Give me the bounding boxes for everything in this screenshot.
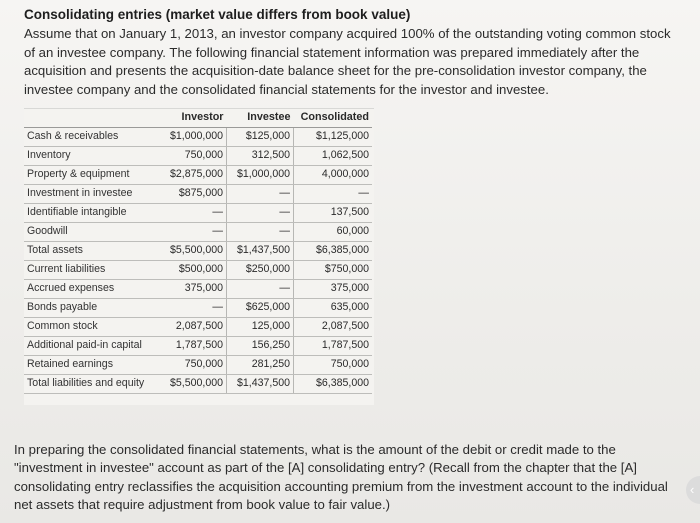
table-header-row xyxy=(24,109,372,128)
investor-value: $2,875,000 xyxy=(152,166,227,185)
consolidated-value: $6,385,000 xyxy=(294,242,373,261)
investor-value: — xyxy=(152,299,227,318)
row-label: Accrued expenses xyxy=(24,280,152,299)
consolidated-value: 1,062,500 xyxy=(294,147,373,166)
table-row xyxy=(24,242,372,261)
row-label: Total liabilities and equity xyxy=(24,375,152,394)
row-label: Common stock xyxy=(24,318,152,337)
row-label: Current liabilities xyxy=(24,261,152,280)
investee-value: $1,437,500 xyxy=(227,242,294,261)
row-label: Retained earnings xyxy=(24,356,152,375)
investee-value: $625,000 xyxy=(227,299,294,318)
consolidated-value: 750,000 xyxy=(294,356,373,375)
header-label xyxy=(24,109,152,128)
consolidated-value: 375,000 xyxy=(294,280,373,299)
table-row xyxy=(24,299,372,318)
investor-value: — xyxy=(152,204,227,223)
balance-sheet-table-container xyxy=(24,108,374,405)
row-label: Bonds payable xyxy=(24,299,152,318)
table-row xyxy=(24,204,372,223)
investee-value: — xyxy=(227,204,294,223)
investee-value: — xyxy=(227,185,294,204)
chevron-left-icon: ‹ xyxy=(690,482,695,497)
table-row xyxy=(24,185,372,204)
table-row xyxy=(24,280,372,299)
question-text: In preparing the consolidated financial statements, what is the amount of the debit or credit made to the "investment in investee" account as part of the [A] consolidating entry? (Recall from the chapter that the [A] consolidating entry reclassifies the acquisition accounting premium from the investment account to the individual net assets that require adjustment from book value to fair value.) xyxy=(14,442,668,513)
investor-value: 750,000 xyxy=(152,356,227,375)
consolidated-value: 635,000 xyxy=(294,299,373,318)
row-label: Property & equipment xyxy=(24,166,152,185)
table-row xyxy=(24,356,372,375)
consolidated-value: $6,385,000 xyxy=(294,375,373,394)
consolidated-value: 137,500 xyxy=(294,204,373,223)
row-label: Cash & receivables xyxy=(24,128,152,147)
investor-value: $5,500,000 xyxy=(152,375,227,394)
consolidated-value: — xyxy=(294,185,373,204)
consolidated-value: $1,125,000 xyxy=(294,128,373,147)
investee-value: $1,437,500 xyxy=(227,375,294,394)
problem-intro: Assume that on January 1, 2013, an investor company acquired 100% of the outstanding voting common stock of an investee company. The following financial statement information was prepared immediately after the acquisition and presents the acquisition-date balance sheet for the pre-consolidation investor company, the investee company and the consolidated financial statements for the investor and investee. xyxy=(24,26,671,97)
table-row xyxy=(24,128,372,147)
header-investor: Investor xyxy=(152,109,227,128)
table-row xyxy=(24,375,372,394)
investee-value: $1,000,000 xyxy=(227,166,294,185)
investor-value: $1,000,000 xyxy=(152,128,227,147)
investee-value: $125,000 xyxy=(227,128,294,147)
problem-title: Consolidating entries (market value differs from book value) xyxy=(24,7,411,22)
investor-value: 2,087,500 xyxy=(152,318,227,337)
consolidated-value: 2,087,500 xyxy=(294,318,373,337)
investor-value: $5,500,000 xyxy=(152,242,227,261)
investor-value: $500,000 xyxy=(152,261,227,280)
row-label: Additional paid-in capital xyxy=(24,337,152,356)
header-investee: Investee xyxy=(227,109,294,128)
consolidated-value: 1,787,500 xyxy=(294,337,373,356)
table-row xyxy=(24,318,372,337)
investee-value: 125,000 xyxy=(227,318,294,337)
table-row xyxy=(24,166,372,185)
row-label: Inventory xyxy=(24,147,152,166)
investor-value: $875,000 xyxy=(152,185,227,204)
row-label: Identifiable intangible xyxy=(24,204,152,223)
investee-value: 156,250 xyxy=(227,337,294,356)
table-row xyxy=(24,147,372,166)
table-row xyxy=(24,337,372,356)
investor-value: 375,000 xyxy=(152,280,227,299)
investee-value: 312,500 xyxy=(227,147,294,166)
balance-sheet-table xyxy=(24,109,372,394)
consolidated-value: $750,000 xyxy=(294,261,373,280)
table-row xyxy=(24,261,372,280)
table-row xyxy=(24,223,372,242)
investor-value: — xyxy=(152,223,227,242)
consolidated-value: 4,000,000 xyxy=(294,166,373,185)
side-tab[interactable] xyxy=(686,476,700,504)
row-label: Goodwill xyxy=(24,223,152,242)
investee-value: — xyxy=(227,223,294,242)
row-label: Total assets xyxy=(24,242,152,261)
investor-value: 1,787,500 xyxy=(152,337,227,356)
investee-value: 281,250 xyxy=(227,356,294,375)
investee-value: $250,000 xyxy=(227,261,294,280)
investor-value: 750,000 xyxy=(152,147,227,166)
header-consolidated: Consolidated xyxy=(294,109,373,128)
row-label: Investment in investee xyxy=(24,185,152,204)
consolidated-value: 60,000 xyxy=(294,223,373,242)
investee-value: — xyxy=(227,280,294,299)
